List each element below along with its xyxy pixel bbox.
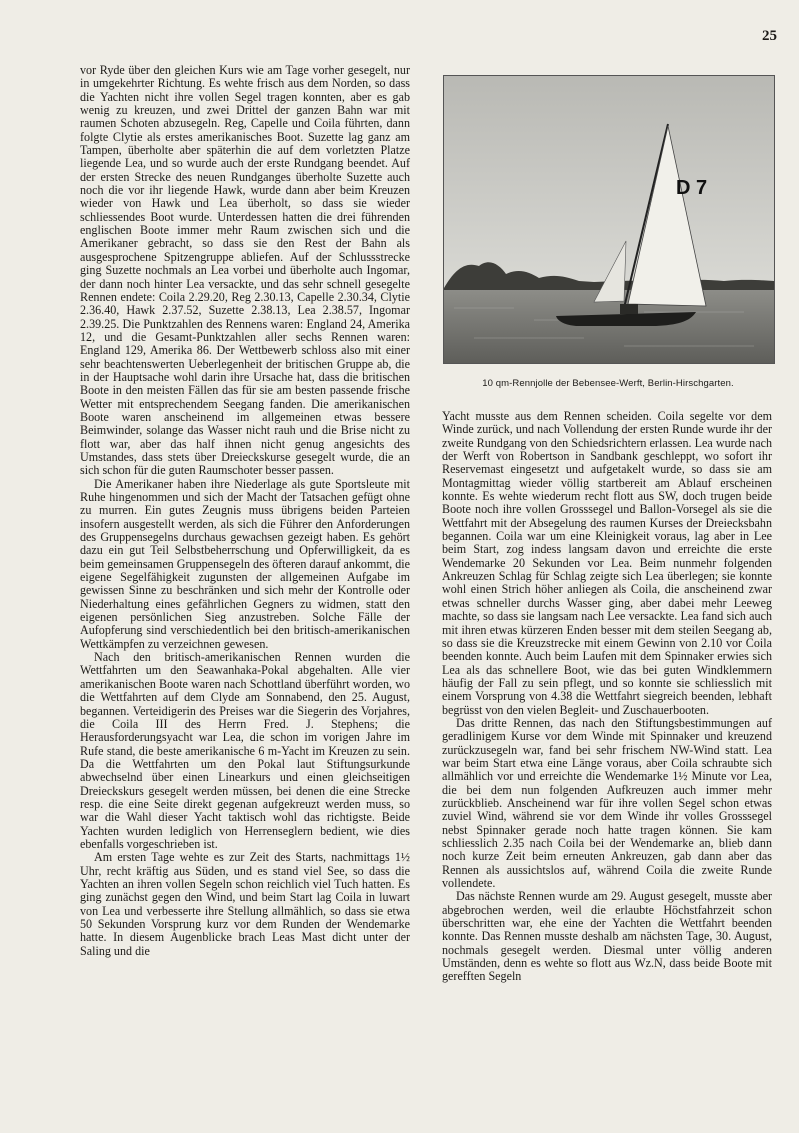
right-text-column	[442, 410, 772, 984]
paragraph: Yacht musste aus dem Rennen scheiden. Coila segelte vor dem Winde zurück, und nach Vollendung der ersten Runde wurde ihr der zweite Rundgang von den Schiedsrichtern erlassen. Lea wurde nach der Werft von Robertson in Sandbank geschleppt, wo sofort ihr Reservemast eingesetzt und aufgetakelt wurde, so dass sie am Montagmittag wieder völlig startbereit am Ablauf erscheinen konnte. Es wehte wiederum recht flott aus SW, doch trugen beide Boote noch ihre vollen Grosssegel und Ballon-Vorsegel als sie die Wettfahrt mit der Absegelung des raumen Kurses der Dreiecksbahn begannen. Coila war um eine Kleinigkeit voraus, lag aber in Lee beim Start, zog indess langsam davon und erreichte die erste Wendemarke 20 Sekunden vor Lea. Beim nunmehr folgenden Ankreuzen Schlag für Schlag zeigte sich Lea überlegen; sie konnte wohl einen Strich höher anliegen als Coila, die anscheinend zwar etwas schneller durchs Wasser ging, aber dabei mehr Leeweg machte, so dass sie langsam nach Lee versackte. Lea fand sich auch mit ihren etwas kürzeren Enden besser mit dem steilen Seegang ab, so dass sie die Kreuzstrecke mit einem Gewinn von 2.10 vor Coila beenden konnte. Auch beim Laufen mit dem Spinnaker erwies sich Lea als das schnellere Boot, wie das bei guten Windklemmern häufig der Fall zu sein pflegt, und so konnte sie schliesslich mit einem Vorsprung von 4.38 die Wettfahrt siegreich beenden, lebhaft begrüsst von den vielen Begleit- und Zuschauerbooten.	[442, 409, 772, 717]
sail-marking: D 7	[676, 177, 708, 199]
paragraph: Nach den britisch-amerikanischen Rennen wurden die Wettfahrten um den Seawanhaka-Pokal abgehalten. Alle vier amerikanischen Boote waren nach Schottland überführt worden, wo die Wettfahrten auf dem Clyde am Sonnabend, den 25. August, begannen. Verteidigerin des Preises war die Siegerin des Vorjahres, die Coila III des Herrn Fred. J. Stephens; die Herausforderungsyacht war Lea, die schon im vorigen Jahre im Rufe stand, die beste amerikanische 6 m-Yacht im Kreuzen zu sein. Da die Wettfahrten um den Pokal laut Stiftungsurkunde abwechselnd über einen Linearkurs und einen gleichseitigen Dreieckskurs gesegelt werden müssen, bei denen die eine Strecke resp. die eine Seite direkt gegenan aufgekreuzt werden muss, so war die Wahl dieser Yacht taktisch wohl das richtigste. Beide Yachten wurden lediglich von Herrenseglern bedient, wie dies ebenfalls vorgeschrieben ist.	[80, 650, 410, 851]
paragraph: Das dritte Rennen, das nach den Stiftungsbestimmungen auf geradlinigem Kurse vor dem Winde mit Spinnaker und kreuzend zurückzusegeln war, fand bei sehr frischem NW-Wind statt. Lea war beim Start etwa eine Länge voraus, aber Coila schraubte sich allmählich vor und erreichte die Wendemarke 1½ Minute vor Lea, die bei dem nun folgenden Aufkreuzen auch immer mehr zurückblieb. Anscheinend war für ihre vollen Segel schon etwas zuviel Wind, während sie vor dem Winde ihr volles Grosssegel nebst Spinnaker gerade noch hatte tragen können. Sie kam schliesslich 2.35 nach Coila bei der Wendemarke an, blieb dann noch kurze Zeit beim erneuten Ankreuzen, gab dann aber das Rennen als aussichtslos auf, während Coila die zweite Runde vollendete.	[442, 715, 772, 891]
paragraph: Die Amerikaner haben ihre Niederlage als gute Sportsleute mit Ruhe hingenommen und sich der Macht der Tatsachen gefügt ohne zu murren. Ein gutes Zeugnis muss übrigens beiden Parteien insofern ausgestellt werden, als sich die Führer den Anforderungen des Gruppensegelns durchaus gewachsen gezeigt haben. Es gehört dazu ein gut Teil Selbstbeherrschung und Opferwilligkeit, da es beim gemeinsamen Gruppensegeln des öfteren darauf ankommt, die eigene Segelfähigkeit zugunsten der allgemeinen Aufgabe im gewissen Sinne zu beschränken und sich mehr der Kontrolle oder Niederhaltung eines gefährlichen Gegners zu widmen, statt den eigenen persönlichen Sieg anzustreben. Solche Fälle der Aufopferung sind verschiedentlich bei den britisch-amerikanischen Wettkämpfen zu verzeichnen gewesen.	[80, 476, 410, 651]
sailboat-photo	[443, 75, 775, 364]
paragraph: vor Ryde über den gleichen Kurs wie am Tage vorher gesegelt, nur in umgekehrter Richtung. Es wehte frisch aus dem Norden, so dass die Yachten nicht ihre vollen Segel tragen konnten, aber es gab wenig zu kreuzen, und zwei Drittel der ganzen Bahn war mit raumen Schoten abzusegeln. Reg, Capelle und Coila führten, dann folgte Clytie als erstes amerikanisches Boot. Suzette lag ganz am Tampen, überholte aber späterhin die auf dem vorletzten Platze liegende Lea, und so wurde auch der erste Rundgang beendet. Auf der ersten Strecke des neuen Rundganges überholte Suzette auch noch die vor ihr liegende Hawk, wurde dann aber beim Kreuzen wieder von Hawk und Lea überholt, so dass sie wieder schliessendes Boot wurde. Unterdessen hatten die drei führenden englischen Boote immer mehr Raum zwischen sich und die Amerikaner gebracht, so dass sie den Rest der Bahn als ausgesprochene Spitzengruppe abliefen. Auf der Schlussstrecke ging Suzette nochmals an Lea vorbei und überholte auch Ingomar, der dann noch hinter Lea versackte, und das sehr schnell gesegelte Rennen endete: Coila 2.29.20, Reg 2.30.13, Capelle 2.30.34, Clytie 2.36.40, Hawk 2.37.52, Suzette 2.38.13, Lea 2.38.57, Ingomar 2.39.25. Die Punktzahlen des Rennens waren: England 24, Amerika 12, und die Gesamt-Punktzahlen aller sechs Rennen waren: England 129, Amerika 86. Der Wettbewerb schloss also mit einer sehr beachtenswerten Ueberlegenheit der britischen Gruppe ab, die in der Hauptsache wohl darin ihre Ursache hat, dass die britischen Boote in den meisten Fällen das für sie am besten passende frische Wetter mit entsprechendem Seegang fanden. Die amerikanischen Boote waren anscheinend im allgemeinen etwas bessere Beimwinder, solange das Wasser nicht rauh und die Brise nicht zu flott war, aber das half ihnen nicht genug angesichts des Umstandes, dass stets über Dreieckskurse gesegelt wurde, die an sich schon für die guten Raumschoter besser passen.	[80, 63, 410, 478]
image-caption: 10 qm-Rennjolle der Bebensee-Werft, Berlin-Hirschgarten.	[482, 378, 734, 389]
left-text-column	[80, 64, 410, 958]
page-number: 25	[762, 28, 777, 44]
paragraph: Am ersten Tage wehte es zur Zeit des Starts, nachmittags 1½ Uhr, recht kräftig aus Süden, und es stand viel See, so dass die Yachten an ihren vollen Segeln schon reichlich viel Tuch hatten. Es ging zunächst gegen den Wind, und beim Start lag Coila in luwart von Lea und verbesserte ihre Stellung allmählich, so dass sie etwa 50 Sekunden Vorsprung kurz vor dem Runden der Wendemarke hatte. In diesem Augenblicke brach Leas Mast dicht unter der Saling und die	[80, 850, 410, 958]
paragraph: Das nächste Rennen wurde am 29. August gesegelt, musste aber abgebrochen werden, weil die erlaubte Höchstfahrzeit schon überschritten war, ehe eine der Yachten die Wettfahrt beenden konnte. Das Rennen musste deshalb am nächsten Tage, 30. August, nochmals gesegelt werden. Diesmal unter völlig anderen Umständen, denn es wehte so flott aus Wz.N, dass beide Boote mit gerefften Segeln	[442, 889, 772, 984]
